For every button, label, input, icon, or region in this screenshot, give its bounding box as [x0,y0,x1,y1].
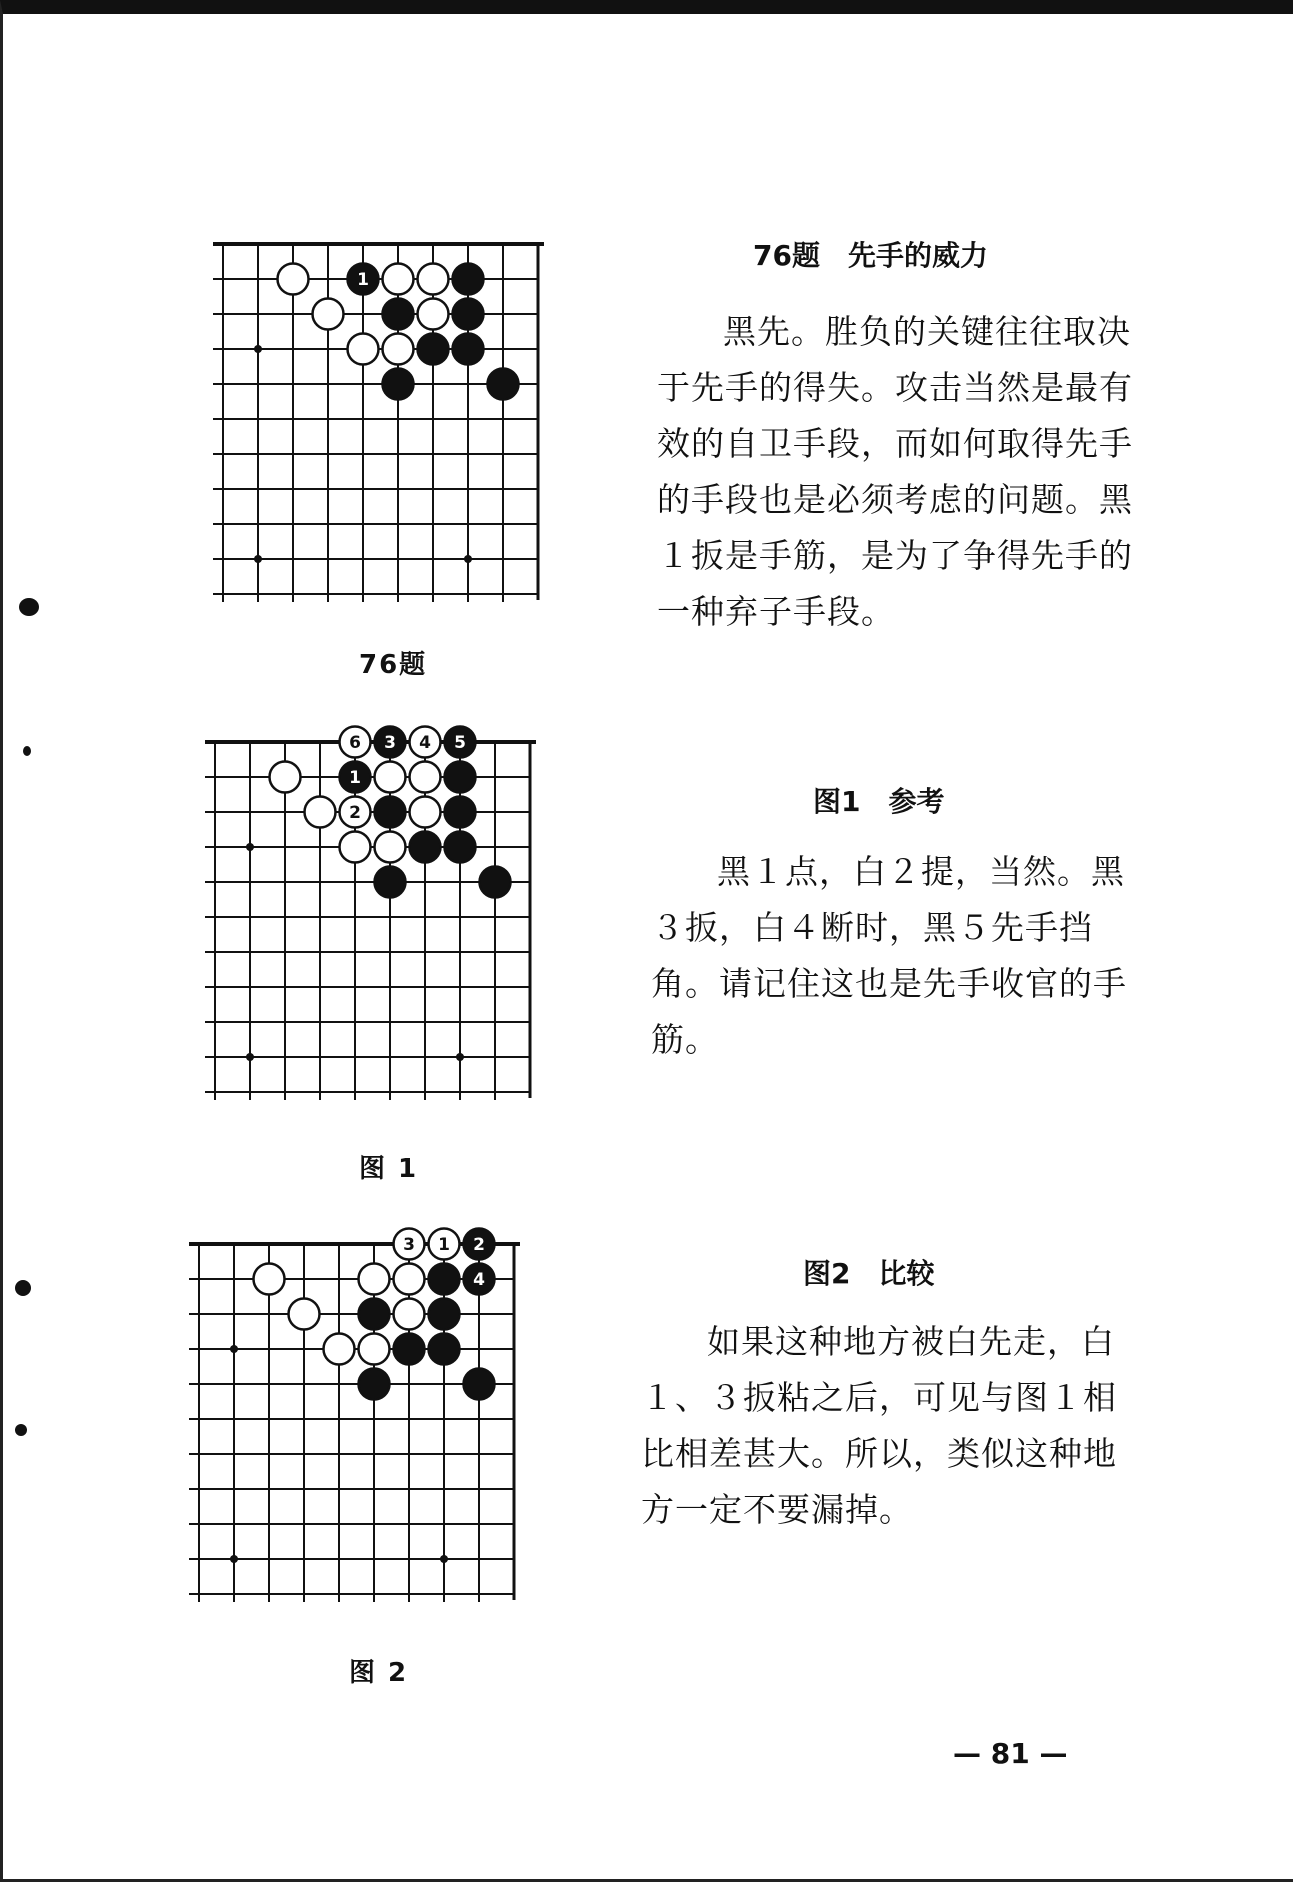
black-stone [445,797,476,828]
move-number: 1 [438,1235,450,1255]
white-stone [418,264,449,295]
white-stone [359,1334,390,1365]
white-stone [375,762,406,793]
white-stone [324,1334,355,1365]
diagram-caption-76: 76题 [359,650,428,680]
star-point [254,345,262,353]
white-stone [340,832,371,863]
star-point [230,1345,238,1353]
white-stone [383,264,414,295]
move-number: 3 [403,1235,415,1255]
go-board-fig1 [203,730,583,1110]
star-point [456,1053,464,1061]
black-stone [418,334,449,365]
white-stone [375,832,406,863]
black-stone [464,1369,495,1400]
problem-76-text: 黑先。胜负的关键往往取决于先手的得失。攻击当然是最有效的自卫手段，而如何取得先手的手段也是必须考虑的问题。黑１扳是手筋，是为了争得先手的一种弃子手段。 [657,312,1133,631]
white-stone [348,334,379,365]
move-number: 4 [473,1270,485,1290]
white-stone [289,1299,320,1330]
move-number: 4 [419,733,431,753]
figure2-text: 如果这种地方被白先走，白１、３扳粘之后，可见与图１相比相差甚大。所以，类似这种地方一定不要漏掉。 [641,1322,1117,1529]
black-stone [375,867,406,898]
go-board-fig2 [187,1232,567,1612]
problem-76-heading: 76题 先手的威力 [753,239,988,272]
scan-mark [15,1424,27,1436]
white-stone [394,1264,425,1295]
black-stone [453,299,484,330]
black-stone [480,867,511,898]
white-stone [278,264,309,295]
white-stone [305,797,336,828]
move-number: 5 [454,733,466,753]
black-stone [429,1299,460,1330]
black-stone [375,797,406,828]
go-board-fig1-svg [203,730,583,1110]
white-stone [359,1264,390,1295]
diagram-caption-fig1: 图 1 [359,1154,419,1184]
black-stone [453,334,484,365]
black-stone [410,832,441,863]
black-stone [383,299,414,330]
white-stone [394,1299,425,1330]
white-stone [270,762,301,793]
move-number: 3 [384,733,396,753]
white-stone [383,334,414,365]
star-point [440,1555,448,1563]
white-stone [313,299,344,330]
figure1-text: 黑１点，白２提，当然。黑３扳，白４断时，黑５先手挡角。请记住这也是先手收官的手筋。 [651,852,1127,1059]
figure2-heading: 图2 比较 [803,1257,935,1290]
go-board-fig2-svg [187,1232,567,1612]
star-point [464,555,472,563]
move-number: 1 [357,270,369,290]
white-stone [254,1264,285,1295]
page-number: — 81 — [953,1737,1068,1770]
star-point [246,843,254,851]
black-stone [359,1299,390,1330]
white-stone [418,299,449,330]
go-board-76-svg [211,232,591,612]
move-number: 6 [349,733,361,753]
black-stone [383,369,414,400]
star-point [230,1555,238,1563]
star-point [254,555,262,563]
black-stone [488,369,519,400]
star-point [246,1053,254,1061]
move-number: 2 [473,1235,485,1255]
black-stone [429,1264,460,1295]
white-stone [410,797,441,828]
black-stone [453,264,484,295]
go-board-76 [211,232,591,612]
figure1-heading: 图1 参考 [813,785,945,818]
black-stone [359,1369,390,1400]
scan-mark [19,598,39,616]
black-stone [445,762,476,793]
scan-mark [15,1280,31,1296]
move-number: 2 [349,803,361,823]
scan-mark [23,746,31,756]
move-number: 1 [349,768,361,788]
black-stone [429,1334,460,1365]
white-stone [410,762,441,793]
black-stone [445,832,476,863]
black-stone [394,1334,425,1365]
diagram-caption-fig2: 图 2 [349,1658,409,1688]
